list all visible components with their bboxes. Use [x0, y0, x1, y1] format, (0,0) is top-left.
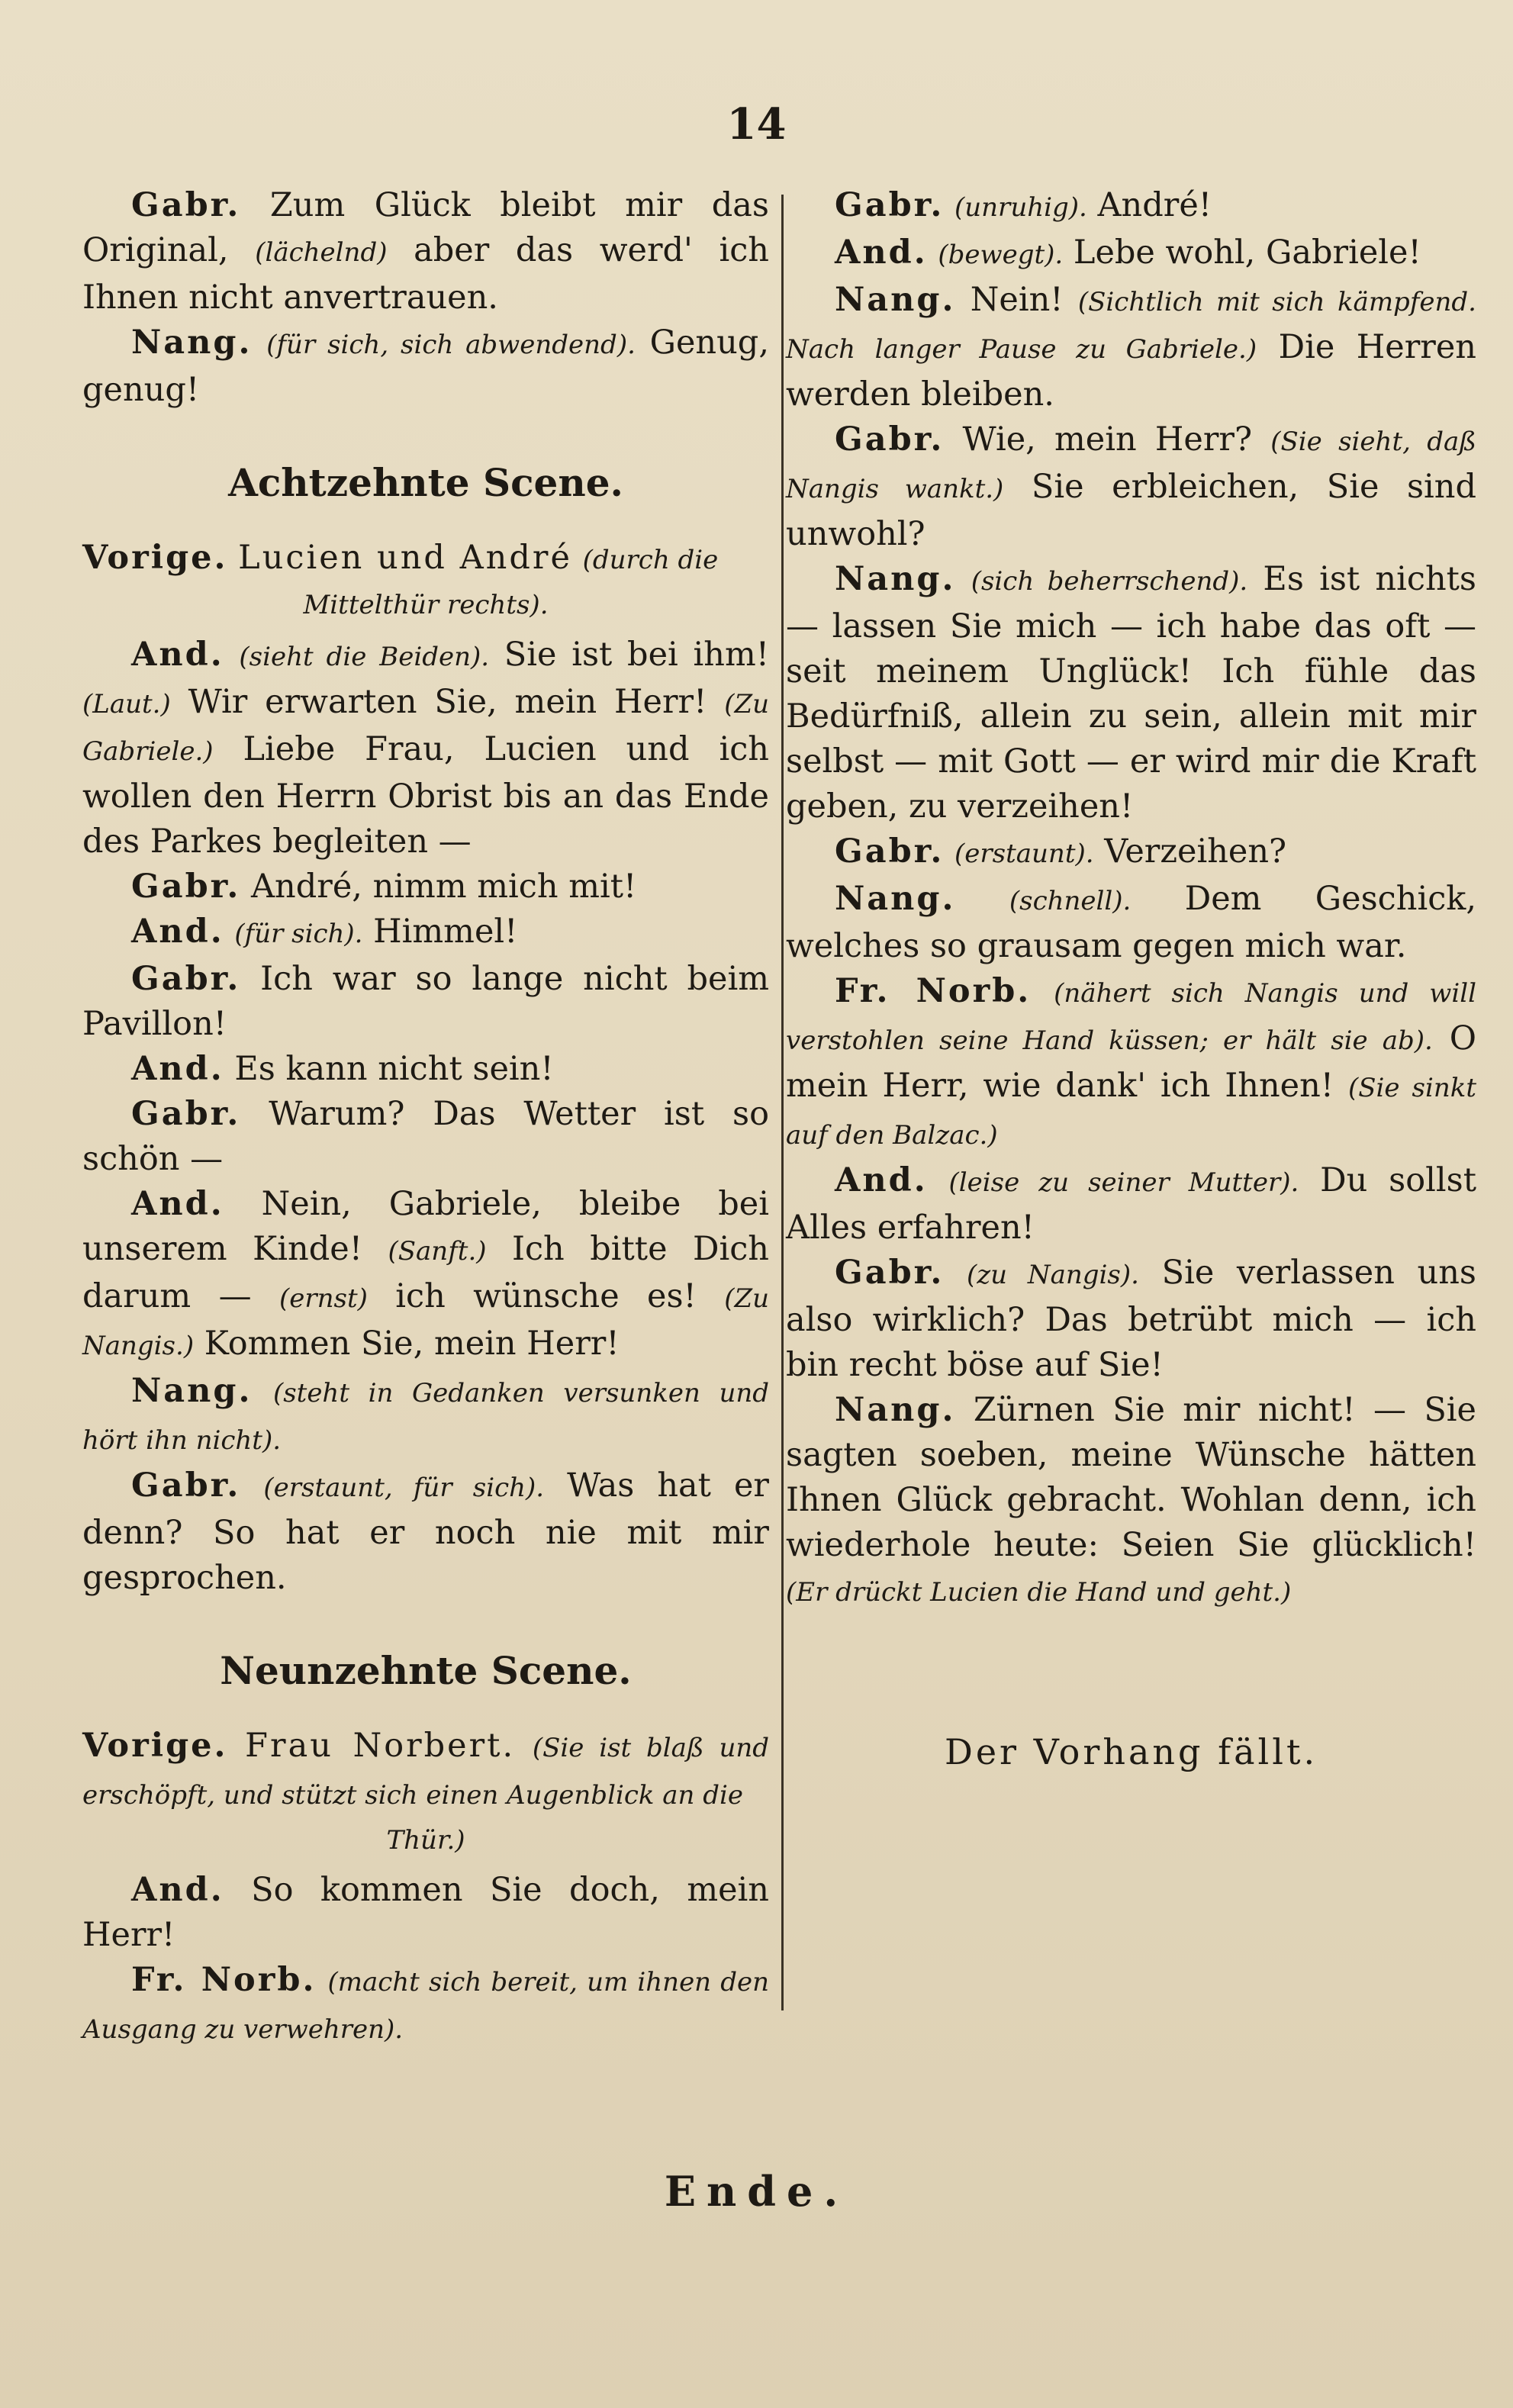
speech-line	[82, 1182, 769, 1369]
scene-title-19: Neunzehnte Scene.	[220, 1648, 632, 1693]
speech-line	[82, 1092, 769, 1182]
line-text: Liebe Frau, Lucien und ich wollen den Herrn Obrist bis an das Ende des Parkes begleiten —	[82, 730, 769, 861]
stage-direction-18	[82, 536, 769, 628]
speech-line	[786, 557, 1476, 829]
speaker-name: And.	[835, 1161, 928, 1199]
speaker-name: Nang.	[835, 880, 956, 918]
speaker-name: Nang.	[131, 1372, 253, 1410]
stage-direction-text: (durch die	[582, 545, 719, 575]
stage-direction: (macht sich bereit, um ihnen den Ausgang zu verwehren).	[82, 1967, 770, 2045]
stage-direction: (Er drückt Lucien die Hand und geht.)	[786, 1577, 1292, 1608]
speaker-name: Gabr.	[131, 868, 241, 906]
stage-direction: (Zu Gabriele.)	[82, 689, 769, 767]
stage-direction: (erstaunt).	[954, 839, 1094, 869]
line-text: ich wünsche es!	[367, 1277, 725, 1315]
ende-footer: Ende.	[664, 2167, 849, 2216]
line-text: Die Herren werden bleiben.	[786, 328, 1477, 414]
speaker-name: And.	[131, 1871, 224, 1909]
stage-direction: (bewegt).	[938, 240, 1064, 270]
speech-line	[82, 320, 769, 413]
speaker-name: Fr. Norb.	[835, 972, 1032, 1010]
line-text: Zum Glück bleibt mir das Original,	[82, 186, 769, 269]
line-text: Wir erwarten Sie, mein Herr!	[170, 683, 725, 721]
speech-line	[82, 183, 769, 320]
speech-line	[786, 183, 1476, 230]
speaker-name: Nang.	[835, 560, 956, 598]
speaker-name: Fr. Norb.	[131, 1961, 317, 1999]
speech-line	[82, 1463, 769, 1601]
speaker-name: Nang.	[835, 281, 956, 319]
line-text: Du sollst Alles erfahren!	[786, 1161, 1476, 1247]
speaker-name: Nang.	[131, 324, 253, 362]
line-text: Zürnen Sie mir nicht! — Sie sagten soeben, meine Wünsche hätten Ihnen Glück gebracht. Wohlan denn, ich wiederhole heute: Seien Sie glücklich!	[786, 1391, 1477, 1564]
stage-direction-19	[82, 1724, 769, 1863]
line-text: Nein!	[970, 281, 1078, 319]
stage-direction: (sich beherrschend).	[971, 566, 1248, 597]
line-text: Wie, mein Herr?	[962, 420, 1271, 459]
speaker-name: And.	[131, 1185, 224, 1223]
speech-line	[786, 1158, 1476, 1251]
speaker-name: And.	[131, 1050, 224, 1088]
speaker-name: And.	[131, 636, 224, 674]
line-text: Dem Geschick, welches so grausam gegen mich war.	[786, 880, 1477, 965]
scene-title-18: Achtzehnte Scene.	[228, 460, 623, 505]
line-text: aber das werd' ich Ihnen nicht anvertrauen.	[82, 231, 769, 317]
stage-direction: (für sich).	[234, 919, 363, 949]
line-text: Warum? Das Wetter ist so schön —	[82, 1095, 770, 1178]
stage-names: Frau Norbert.	[245, 1727, 516, 1765]
stage-direction: (sieht die Beiden).	[239, 642, 490, 672]
line-text: Kommen Sie, mein Herr!	[194, 1325, 620, 1363]
stage-direction: (Sanft.)	[388, 1236, 487, 1267]
column-divider	[781, 195, 784, 2010]
stage-direction: (zu Nangis).	[967, 1260, 1139, 1290]
line-text: O mein Herr, wie dank' ich Ihnen!	[786, 1019, 1477, 1105]
stage-label: Vorige.	[82, 1727, 228, 1765]
speech-line	[82, 1047, 769, 1092]
line-text: Verzeihen?	[1093, 832, 1287, 871]
speech-line	[786, 278, 1476, 417]
stage-direction: (Sie sieht, daß Nangis wankt.)	[786, 427, 1477, 504]
stage-direction: (nähert sich Nangis und will verstohlen seine Hand küssen; er hält sie ab).	[786, 978, 1476, 1056]
stage-direction: (Sichtlich mit sich kämpfend. Nach langer Pause zu Gabriele.)	[786, 287, 1476, 365]
stage-direction: (erstaunt, für sich).	[263, 1473, 545, 1503]
speaker-name: Gabr.	[835, 832, 945, 871]
stage-names: Lucien und André	[238, 539, 572, 577]
line-text: Sie ist bei ihm!	[489, 636, 770, 674]
stage-direction: (lächelnd)	[255, 237, 388, 268]
page-number: 14	[726, 99, 787, 150]
left-column	[82, 183, 769, 2052]
speaker-name: Gabr.	[131, 1095, 241, 1133]
speaker-name: Gabr.	[131, 960, 241, 998]
line-text: Himmel!	[362, 913, 518, 951]
speech-line	[82, 957, 769, 1047]
stage-direction: (Sie sinkt auf den Balzac.)	[786, 1073, 1476, 1151]
speaker-name: Gabr.	[835, 1254, 945, 1292]
scene-19-dialogue	[82, 1868, 769, 2052]
line-text: André!	[1086, 186, 1212, 224]
stage-direction: (steht in Gedanken versunken und hört ihn nicht).	[82, 1378, 770, 1456]
line-text: Ich bitte Dich darum —	[82, 1230, 770, 1315]
speech-line	[786, 969, 1476, 1158]
stage-direction: (Zu Nangis.)	[82, 1283, 769, 1361]
right-column	[786, 183, 1476, 1775]
speaker-name: Gabr.	[131, 186, 241, 224]
line-text: Ich war so lange nicht beim Pavillon!	[82, 960, 770, 1043]
stage-direction: (Laut.)	[82, 689, 171, 720]
speaker-name: Gabr.	[131, 1466, 241, 1505]
stage-direction-tail: Thür.)	[386, 1825, 465, 1856]
line-text: Sie erbleichen, Sie sind unwohl?	[786, 468, 1477, 553]
speaker-name: Gabr.	[835, 420, 945, 459]
right-dialogue	[786, 183, 1476, 1615]
line-text: André, nimm mich mit!	[251, 868, 637, 906]
stage-direction: (leise zu seiner Mutter).	[948, 1167, 1299, 1198]
scene-18-dialogue	[82, 633, 769, 1601]
line-text: So kommen Sie doch, mein Herr!	[82, 1871, 769, 1954]
speaker-name: Nang.	[835, 1391, 956, 1429]
line-text: Es kann nicht sein!	[234, 1050, 554, 1088]
speech-line	[786, 829, 1476, 877]
speech-line	[786, 1388, 1476, 1615]
line-text: Lebe wohl, Gabriele!	[1063, 233, 1421, 272]
speech-line	[82, 864, 769, 909]
line-text: Es ist nichts — lassen Sie mich — ich habe das oft — seit meinem Unglück! Ich fühle das Bedürfniß, allein zu sein, allein mit mir selbst — mit Gott — er wird mir die Kraft geben, zu verzeihen!	[786, 560, 1476, 826]
speech-line	[82, 1369, 769, 1463]
speaker-name: And.	[835, 233, 928, 272]
line-text: Sie verlassen uns also wirklich? Das betrübt mich — ich bin recht böse auf Sie!	[786, 1254, 1477, 1384]
speaker-name: And.	[131, 913, 224, 951]
stage-direction-text: (Sie ist blaß und erschöpft, und stützt sich einen Augenblick an die	[82, 1733, 769, 1811]
stage-direction: (ernst)	[278, 1283, 368, 1314]
stage-direction: (schnell).	[1009, 886, 1132, 916]
stage-direction-tail: Mittelthür rechts).	[303, 590, 549, 620]
speech-line	[786, 230, 1476, 278]
speech-line	[786, 417, 1476, 557]
speech-line	[82, 1958, 769, 2052]
speaker-name: Gabr.	[835, 186, 945, 224]
line-text: Was hat er denn? So hat er noch nie mit mir gesprochen.	[82, 1466, 769, 1597]
speech-line	[82, 633, 769, 864]
speech-line	[82, 909, 769, 957]
speech-line	[786, 1251, 1476, 1388]
line-text: Genug, genug!	[82, 324, 770, 409]
speech-line	[786, 877, 1476, 969]
line-text: Nein, Gabriele, bleibe bei unserem Kinde!	[82, 1185, 769, 1268]
curtain-line: Der Vorhang fällt.	[944, 1731, 1318, 1772]
opening-dialogue	[82, 183, 769, 413]
stage-label: Vorige.	[82, 539, 228, 577]
stage-direction: (für sich, sich abwendend).	[266, 330, 636, 360]
speech-line	[82, 1868, 769, 1958]
stage-direction: (unruhig).	[954, 192, 1087, 223]
